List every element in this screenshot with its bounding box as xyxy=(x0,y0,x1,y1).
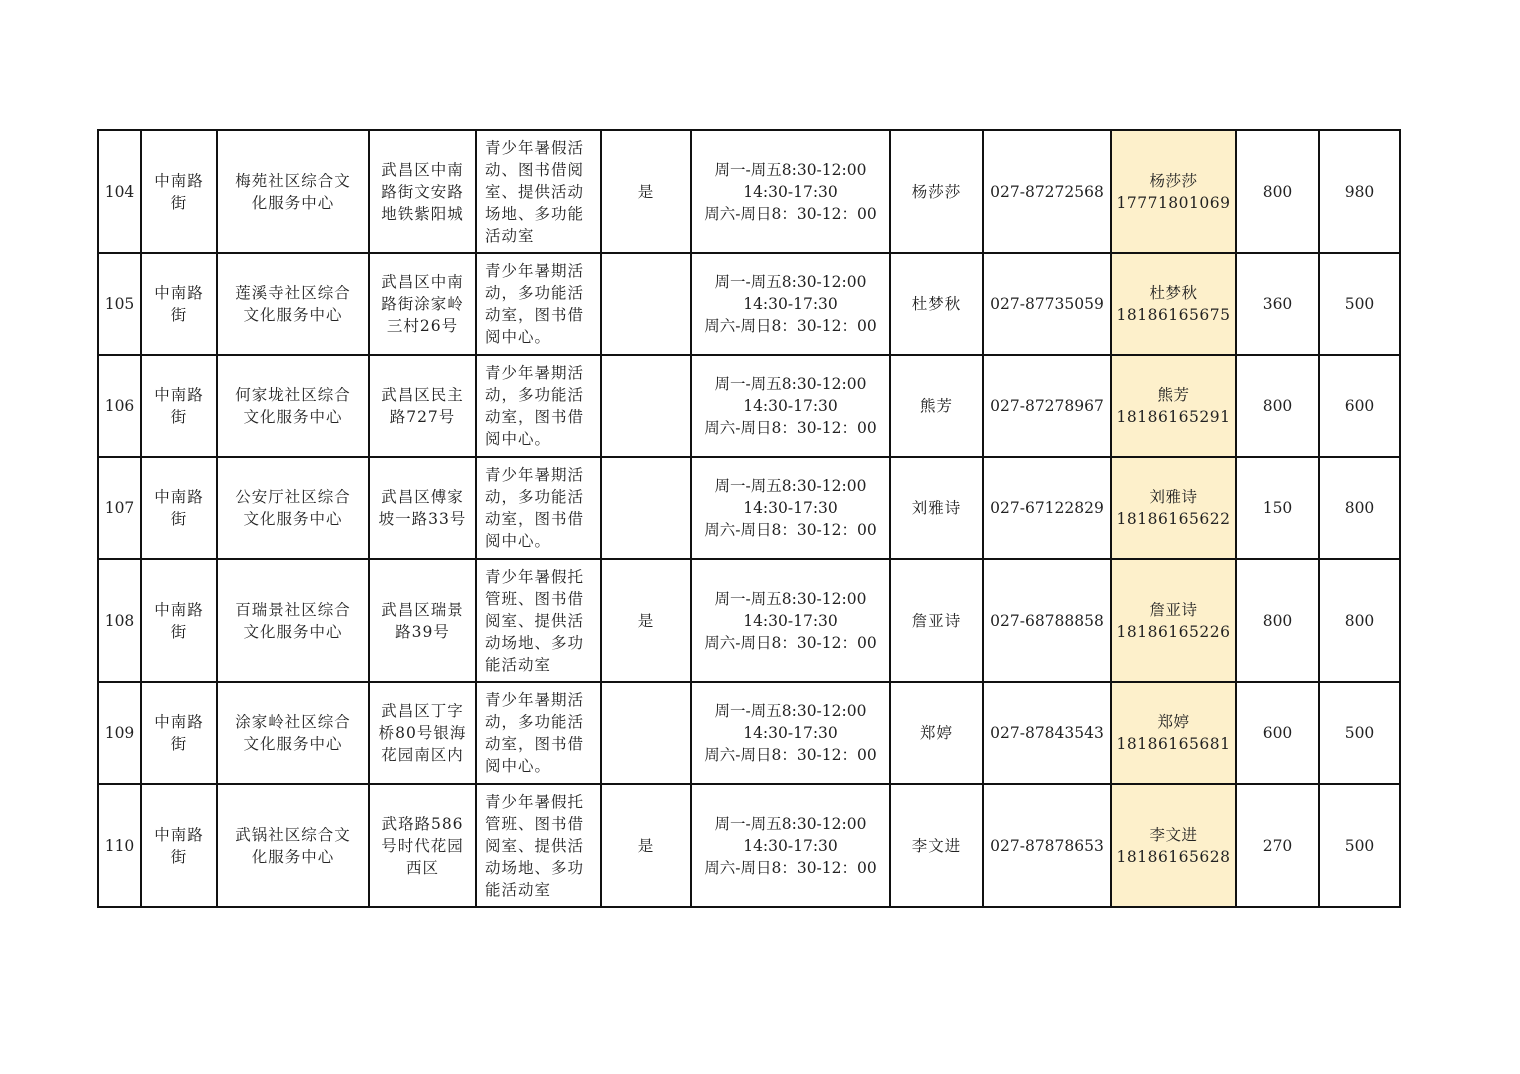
hours-afternoon: 14:30-17:30 xyxy=(743,836,838,855)
hours-weekend: 周六-周日8：30-12：00 xyxy=(704,858,877,877)
phone-cell: 027-68788858 xyxy=(983,559,1111,682)
contact-cell xyxy=(1111,559,1236,682)
street-cell: 中南路街 xyxy=(141,559,217,682)
center-name-cell: 何家垅社区综合文化服务中心 xyxy=(217,355,369,457)
hours-afternoon: 14:30-17:30 xyxy=(743,397,838,415)
contact-name: 熊芳 xyxy=(1157,386,1190,404)
address-cell: 武昌区丁字桥80号银海花园南区内 xyxy=(369,682,476,784)
hours-cell xyxy=(691,355,890,457)
center-name-cell: 公安厅社区综合文化服务中心 xyxy=(217,457,369,559)
hours-weekend: 周六-周日8：30-12：00 xyxy=(704,419,877,437)
services-cell: 青少年暑期活动，多功能活动室，图书借阅中心。 xyxy=(476,682,601,784)
count-2-cell: 600 xyxy=(1319,355,1400,457)
center-name-cell: 百瑞景社区综合文化服务中心 xyxy=(217,559,369,682)
flag-cell xyxy=(601,457,691,559)
count-2-cell: 800 xyxy=(1319,559,1400,682)
contact-phone: 18186165628 xyxy=(1116,847,1231,866)
count-2-cell: 800 xyxy=(1319,457,1400,559)
hours-afternoon: 14:30-17:30 xyxy=(743,611,838,630)
services-cell: 青少年暑假托管班、图书借阅室、提供活动场地、多功能活动室 xyxy=(476,784,601,907)
address-cell: 武昌区傅家坡一路33号 xyxy=(369,457,476,559)
services-cell: 青少年暑期活动，多功能活动室，图书借阅中心。 xyxy=(476,457,601,559)
flag-cell: 是 xyxy=(601,784,691,907)
street-cell: 中南路街 xyxy=(141,253,217,355)
table-row xyxy=(98,784,1400,907)
address-cell: 武昌区中南路街涂家岭三村26号 xyxy=(369,253,476,355)
street-cell: 中南路街 xyxy=(141,784,217,907)
phone-cell: 027-87278967 xyxy=(983,355,1111,457)
count-1-cell: 150 xyxy=(1236,457,1319,559)
contact-phone: 18186165622 xyxy=(1116,510,1231,528)
person-cell: 熊芳 xyxy=(890,355,983,457)
services-cell: 青少年暑期活动，多功能活动室，图书借阅中心。 xyxy=(476,355,601,457)
count-1-cell: 800 xyxy=(1236,355,1319,457)
hours-cell xyxy=(691,457,890,559)
flag-cell: 是 xyxy=(601,130,691,253)
hours-weekday: 周一-周五8:30-12:00 xyxy=(714,477,867,495)
services-cell: 青少年暑假活动、图书借阅室、提供活动场地、多功能活动室 xyxy=(476,130,601,253)
person-cell: 郑婷 xyxy=(890,682,983,784)
contact-phone: 18186165291 xyxy=(1116,408,1231,426)
table-row xyxy=(98,253,1400,355)
hours-weekday: 周一-周五8:30-12:00 xyxy=(714,814,867,833)
hours-weekday: 周一-周五8:30-12:00 xyxy=(714,702,867,720)
hours-weekend: 周六-周日8：30-12：00 xyxy=(704,317,877,335)
person-cell: 杨莎莎 xyxy=(890,130,983,253)
hours-cell xyxy=(691,682,890,784)
contact-cell xyxy=(1111,784,1236,907)
center-name-cell: 武锅社区综合文化服务中心 xyxy=(217,784,369,907)
row-id: 107 xyxy=(98,457,141,559)
hours-weekend: 周六-周日8：30-12：00 xyxy=(704,746,877,764)
street-cell: 中南路街 xyxy=(141,457,217,559)
contact-name: 杜梦秋 xyxy=(1149,284,1198,302)
hours-afternoon: 14:30-17:30 xyxy=(743,182,838,201)
row-id: 110 xyxy=(98,784,141,907)
hours-cell xyxy=(691,559,890,682)
contact-cell xyxy=(1111,253,1236,355)
community-center-table xyxy=(97,129,1401,908)
hours-weekday: 周一-周五8:30-12:00 xyxy=(714,273,867,291)
contact-phone: 18186165675 xyxy=(1116,306,1231,324)
hours-afternoon: 14:30-17:30 xyxy=(743,295,838,313)
flag-cell xyxy=(601,355,691,457)
hours-cell xyxy=(691,253,890,355)
phone-cell: 027-67122829 xyxy=(983,457,1111,559)
hours-afternoon: 14:30-17:30 xyxy=(743,499,838,517)
center-name-cell: 涂家岭社区综合文化服务中心 xyxy=(217,682,369,784)
table-row xyxy=(98,682,1400,784)
center-name-cell: 莲溪寺社区综合文化服务中心 xyxy=(217,253,369,355)
phone-cell: 027-87735059 xyxy=(983,253,1111,355)
street-cell: 中南路街 xyxy=(141,682,217,784)
hours-afternoon: 14:30-17:30 xyxy=(743,724,838,742)
table-row xyxy=(98,559,1400,682)
person-cell: 刘雅诗 xyxy=(890,457,983,559)
phone-cell: 027-87272568 xyxy=(983,130,1111,253)
person-cell: 詹亚诗 xyxy=(890,559,983,682)
contact-phone: 17771801069 xyxy=(1116,193,1231,212)
hours-weekday: 周一-周五8:30-12:00 xyxy=(714,160,867,179)
count-1-cell: 360 xyxy=(1236,253,1319,355)
person-cell: 李文进 xyxy=(890,784,983,907)
table-row xyxy=(98,130,1400,253)
address-cell: 武昌区中南路街文安路地铁紫阳城 xyxy=(369,130,476,253)
count-1-cell: 600 xyxy=(1236,682,1319,784)
count-1-cell: 800 xyxy=(1236,130,1319,253)
hours-weekend: 周六-周日8：30-12：00 xyxy=(704,521,877,539)
contact-name: 郑婷 xyxy=(1157,713,1190,731)
flag-cell: 是 xyxy=(601,559,691,682)
contact-cell xyxy=(1111,355,1236,457)
hours-weekday: 周一-周五8:30-12:00 xyxy=(714,589,867,608)
contact-phone: 18186165681 xyxy=(1116,735,1231,753)
street-cell: 中南路街 xyxy=(141,355,217,457)
services-cell: 青少年暑期活动，多功能活动室，图书借阅中心。 xyxy=(476,253,601,355)
table-row xyxy=(98,355,1400,457)
hours-weekday: 周一-周五8:30-12:00 xyxy=(714,375,867,393)
contact-name: 杨莎莎 xyxy=(1149,171,1198,190)
count-2-cell: 980 xyxy=(1319,130,1400,253)
contact-name: 刘雅诗 xyxy=(1149,488,1198,506)
address-cell: 武珞路586号时代花园西区 xyxy=(369,784,476,907)
table-row xyxy=(98,457,1400,559)
count-2-cell: 500 xyxy=(1319,682,1400,784)
row-id: 108 xyxy=(98,559,141,682)
contact-cell xyxy=(1111,682,1236,784)
street-cell: 中南路街 xyxy=(141,130,217,253)
contact-name: 李文进 xyxy=(1149,825,1198,844)
hours-cell xyxy=(691,130,890,253)
center-name-cell: 梅苑社区综合文化服务中心 xyxy=(217,130,369,253)
count-1-cell: 270 xyxy=(1236,784,1319,907)
count-2-cell: 500 xyxy=(1319,784,1400,907)
row-id: 106 xyxy=(98,355,141,457)
contact-name: 詹亚诗 xyxy=(1149,600,1198,619)
address-cell: 武昌区瑞景路39号 xyxy=(369,559,476,682)
person-cell: 杜梦秋 xyxy=(890,253,983,355)
contact-cell xyxy=(1111,457,1236,559)
hours-weekend: 周六-周日8：30-12：00 xyxy=(704,633,877,652)
count-2-cell: 500 xyxy=(1319,253,1400,355)
phone-cell: 027-87843543 xyxy=(983,682,1111,784)
count-1-cell: 800 xyxy=(1236,559,1319,682)
hours-weekend: 周六-周日8：30-12：00 xyxy=(704,204,877,223)
hours-cell xyxy=(691,784,890,907)
row-id: 104 xyxy=(98,130,141,253)
flag-cell xyxy=(601,253,691,355)
contact-phone: 18186165226 xyxy=(1116,622,1231,641)
row-id: 109 xyxy=(98,682,141,784)
services-cell: 青少年暑假托管班、图书借阅室、提供活动场地、多功能活动室 xyxy=(476,559,601,682)
address-cell: 武昌区民主路727号 xyxy=(369,355,476,457)
contact-cell xyxy=(1111,130,1236,253)
row-id: 105 xyxy=(98,253,141,355)
phone-cell: 027-87878653 xyxy=(983,784,1111,907)
flag-cell xyxy=(601,682,691,784)
